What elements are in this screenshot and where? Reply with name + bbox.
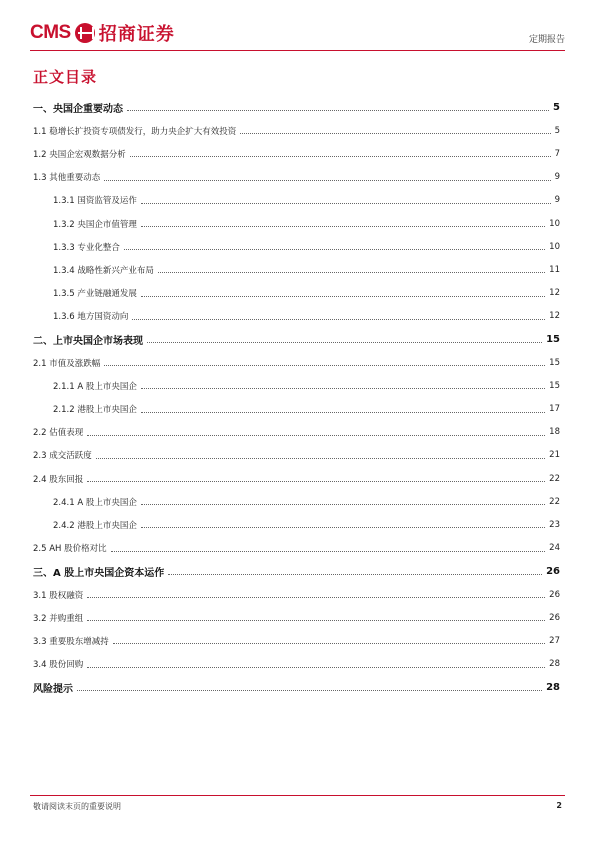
toc-entry-label: 2.3 成交活跃度 (33, 451, 92, 462)
toc-dot-leader (96, 458, 545, 459)
toc-entry-label: 3.2 并购重组 (33, 613, 84, 624)
toc-entry-page: 21 (549, 450, 560, 461)
toc-entry-label: 2.4.2 港股上市央国企 (53, 520, 137, 531)
toc-entry-label: 3.3 重要股东增减持 (33, 636, 109, 647)
toc-entry-label: 1.3 其他重要动态 (33, 173, 101, 184)
company-logo (30, 18, 175, 48)
toc-dot-leader (113, 643, 545, 644)
logo-latin-text: CMS (30, 22, 71, 43)
toc-entry-page: 27 (549, 635, 560, 646)
toc-dot-leader (141, 504, 545, 505)
toc-entry-label: 2.4 股东回报 (33, 474, 84, 485)
toc-entry-page: 15 (549, 380, 560, 391)
toc-entry-label: 1.3.4 战略性新兴产业布局 (53, 265, 154, 276)
toc-entry-label: 三、A 股上市央国企资本运作 (33, 564, 166, 579)
toc-dot-leader (141, 203, 551, 204)
toc-dot-leader (141, 226, 545, 227)
toc-entry[interactable] (33, 560, 560, 583)
toc-entry[interactable] (33, 119, 560, 142)
toc-entry-page: 28 (549, 659, 560, 670)
toc-entry-page: 22 (549, 473, 560, 484)
toc-entry[interactable] (33, 629, 560, 652)
toc-entry-page: 12 (549, 311, 560, 322)
toc-dot-leader (77, 690, 542, 691)
toc-entry[interactable] (33, 653, 560, 676)
toc-dot-leader (87, 620, 545, 621)
toc-entry[interactable] (33, 328, 560, 351)
toc-entry[interactable] (33, 258, 560, 281)
footer-disclaimer: 敬请阅读末页的重要说明 (33, 802, 121, 811)
toc-entry-page: 10 (549, 241, 560, 252)
toc-entry-page: 26 (546, 565, 560, 577)
toc-entry-page: 11 (549, 264, 560, 275)
toc-dot-leader (104, 365, 545, 366)
toc-entry-label: 2.4.1 A 股上市央国企 (53, 497, 137, 508)
toc-dot-leader (87, 481, 545, 482)
logo-seal-icon (75, 23, 95, 43)
toc-dot-leader (124, 249, 545, 250)
toc-entry-page: 26 (549, 589, 560, 600)
toc-dot-leader (147, 342, 542, 343)
toc-entry[interactable] (33, 212, 560, 235)
toc-dot-leader (87, 597, 545, 598)
toc-entry-label: 1.3.3 专业化整合 (53, 242, 120, 253)
toc-dot-leader (141, 388, 545, 389)
toc-entry-page: 17 (549, 404, 560, 415)
toc-entry[interactable] (33, 490, 560, 513)
toc-entry[interactable] (33, 467, 560, 490)
toc-entry-label: 3.1 股权融资 (33, 590, 84, 601)
toc-entry-label: 1.3.2 央国企市值管理 (53, 219, 137, 230)
toc-entry[interactable] (33, 189, 560, 212)
toc-entry-label: 一、央国企重要动态 (33, 100, 125, 115)
toc-entry-label: 3.4 股份回购 (33, 660, 84, 671)
toc-entry-page: 23 (549, 519, 560, 530)
toc-entry[interactable] (33, 676, 560, 699)
toc-entry-page: 10 (549, 218, 560, 229)
toc-entry[interactable] (33, 305, 560, 328)
page-header (30, 18, 565, 52)
toc-entry-page: 5 (554, 125, 560, 136)
toc-dot-leader (168, 574, 542, 575)
toc-entry[interactable] (33, 142, 560, 165)
toc-entry[interactable] (33, 374, 560, 397)
toc-entry-page: 18 (549, 427, 560, 438)
footer-divider (30, 795, 565, 796)
header-divider (30, 50, 565, 51)
toc-entry[interactable] (33, 537, 560, 560)
toc-entry-page: 22 (549, 496, 560, 507)
toc-dot-leader (240, 133, 550, 134)
toc-entry[interactable] (33, 235, 560, 258)
toc-entry[interactable] (33, 351, 560, 374)
toc-entry[interactable] (33, 397, 560, 420)
toc-entry[interactable] (33, 421, 560, 444)
toc-dot-leader (141, 412, 545, 413)
toc-entry-label: 风险提示 (33, 680, 75, 695)
toc-entry[interactable] (33, 606, 560, 629)
toc-entry[interactable] (33, 282, 560, 305)
toc-entry[interactable] (33, 513, 560, 536)
toc-entry-page: 15 (549, 357, 560, 368)
toc-dot-leader (87, 667, 545, 668)
toc-entry[interactable] (33, 166, 560, 189)
toc-entry-label: 1.2 央国企宏观数据分析 (33, 149, 126, 160)
footer-page-number: 2 (556, 801, 562, 810)
table-of-contents (33, 96, 560, 699)
toc-dot-leader (111, 551, 546, 552)
toc-dot-leader (87, 435, 545, 436)
toc-entry-label: 二、上市央国企市场表现 (33, 332, 145, 347)
toc-entry-page: 12 (549, 288, 560, 299)
toc-entry-page: 15 (546, 333, 560, 345)
toc-entry-label: 2.1.2 港股上市央国企 (53, 405, 137, 416)
toc-entry-label: 2.1.1 A 股上市央国企 (53, 381, 137, 392)
toc-entry-page: 5 (553, 102, 560, 114)
toc-entry-label: 1.3.6 地方国资动向 (53, 312, 129, 323)
toc-entry[interactable] (33, 444, 560, 467)
toc-dot-leader (141, 527, 545, 528)
toc-entry-page: 9 (554, 172, 560, 183)
toc-dot-leader (132, 319, 545, 320)
toc-dot-leader (104, 180, 550, 181)
toc-entry-page: 7 (554, 148, 560, 159)
toc-entry-page: 24 (549, 543, 560, 554)
logo-chinese-text: 招商证券 (98, 24, 175, 45)
toc-entry-page: 9 (554, 195, 560, 206)
toc-entry-label: 1.3.1 国资监管及运作 (53, 196, 137, 207)
toc-title: 正文目录 (33, 68, 98, 86)
toc-entry-page: 28 (546, 681, 560, 693)
toc-entry-page: 26 (549, 612, 560, 623)
toc-dot-leader (158, 272, 545, 273)
toc-dot-leader (127, 110, 549, 111)
toc-entry-label: 1.3.5 产业链融通发展 (53, 289, 137, 300)
toc-entry[interactable] (33, 583, 560, 606)
toc-dot-leader (141, 296, 545, 297)
toc-entry-label: 2.2 估值表现 (33, 428, 84, 439)
toc-entry[interactable] (33, 96, 560, 119)
toc-entry-label: 2.1 市值及涨跌幅 (33, 358, 101, 369)
toc-dot-leader (130, 156, 551, 157)
toc-entry-label: 2.5 AH 股价格对比 (33, 544, 107, 555)
toc-entry-label: 1.1 稳增长扩投资专项债发行，助力央企扩大有效投资 (33, 126, 237, 137)
report-type-label: 定期报告 (528, 35, 565, 45)
